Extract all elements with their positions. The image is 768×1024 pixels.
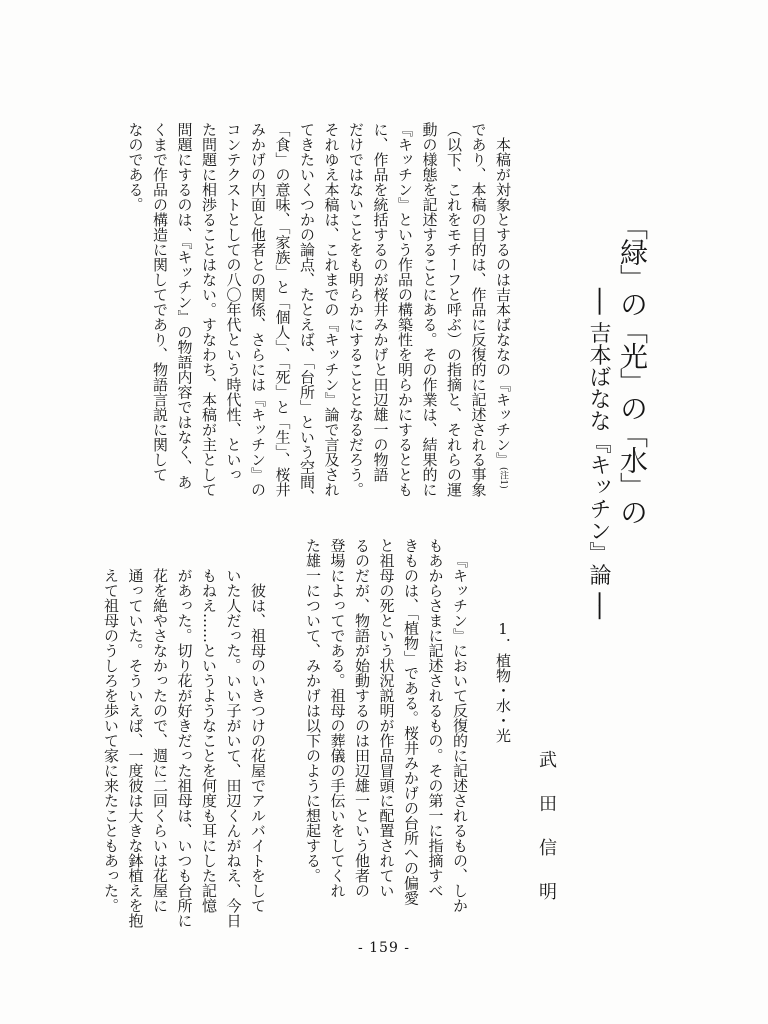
body-line: るのだが、物語が始動するのは田辺雄一という他者の [353, 538, 371, 898]
intro-line: 問題にするのは、『キッチン』の物語内容ではなく、あ [175, 122, 194, 490]
body-line: きものは、「植物」である。桜井みかげの台所への偏愛 [402, 538, 420, 906]
intro-line: 「食」の意味、「家族」と「個人」、「死」と「生」、桜井 [273, 122, 292, 497]
quote-line: 彼は、祖母のいきつけの花屋でアルバイトをして [249, 583, 267, 913]
intro-line-text: 本稿が対象とするのは吉本ばななの『キッチン』 [494, 137, 512, 467]
intro-line: た問題に相渉ることはない。すなわち、本稿が主として [200, 122, 218, 497]
footnote-ref: (注1) [498, 467, 508, 489]
article-title: 「緑」の「光」の「水」の [616, 212, 649, 524]
quote-line: 通っていた。そういえば、一度彼は大きな鉢植えを抱 [126, 568, 145, 928]
quote-line: もねえ……というようなことを何度も耳にした記憶 [200, 568, 218, 913]
intro-paragraph [123, 122, 515, 505]
quote-line: えて祖母のうしろを歩いて家に来たこともあった。 [102, 568, 120, 913]
intro-line: それゆえ本稿は、これまでの『キッチン』論で言及され [322, 122, 341, 497]
intro-line: に、作品を統括するのが桜井みかげと田辺雄一の物語 [371, 122, 390, 482]
intro-line: てきたいくつかの論点、たとえば、「台所」という空間、 [298, 122, 316, 505]
section-heading: 1．植物・水・光 [494, 620, 512, 743]
intro-line: （以下、これをモチーフと呼ぶ）の指摘と、それらの運 [445, 122, 463, 497]
article-subtitle: ── 吉本ばなな『キッチン』論 ── [586, 288, 611, 619]
intro-line: だけではないことをも明らかにすることとなるだろう。 [347, 122, 365, 497]
body-line: 『キッチン』において反復的に記述されるもの、しか [451, 553, 469, 913]
page-number: - 159 - [357, 940, 411, 956]
body-line: た雄一について、みかげは以下のように想起する。 [304, 538, 322, 883]
intro-line: くまで作品の構造に関してであり、物語言説に関して [151, 122, 169, 482]
body-line: と祖母の死という状況説明が作品冒頭に配置されてい [377, 538, 396, 898]
block-quote [99, 568, 271, 928]
intro-line: 『キッチン』という作品の構築性を明らかにするととも [396, 122, 414, 497]
quote-line: があった。切り花が好きだった祖母は、いつも台所に [175, 568, 194, 928]
intro-line: みかげの内面と他者との関係、さらには『キッチン』の [249, 122, 267, 497]
intro-line: 動の様態を記述することにある。その作業は、結果的に [420, 122, 439, 497]
section-body [301, 538, 473, 913]
author-name: 武田信明 [536, 750, 557, 926]
quote-line: 花を絶やさなかったので、週に二回くらいは花屋に [151, 568, 169, 913]
intro-line: コンテクストとしての八〇年代という時代性、といっ [224, 122, 243, 482]
intro-line [491, 122, 516, 505]
body-line: もあからさまに記述されるもの。その第一に指摘すべ [426, 538, 445, 898]
intro-line: であり、本稿の目的は、作品に反復的に記述される事象 [469, 122, 488, 497]
body-line: 登場によってである。祖母の葬儀の手伝いをしてくれ [328, 538, 347, 898]
intro-line: なのである。 [126, 122, 145, 212]
quote-line: いた人だった。いい子がいて、田辺くんがねえ、今日 [224, 568, 243, 928]
